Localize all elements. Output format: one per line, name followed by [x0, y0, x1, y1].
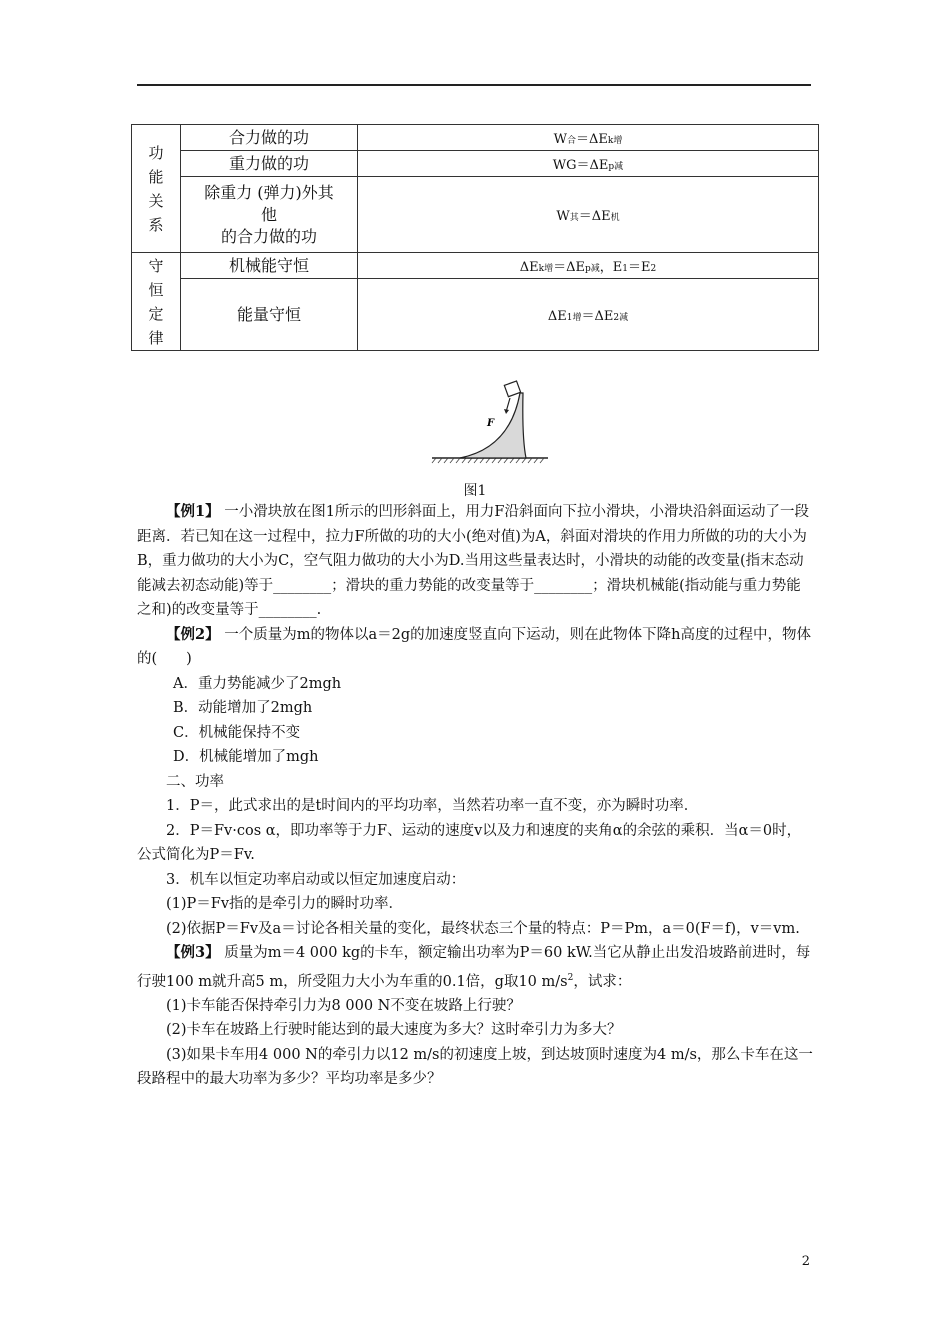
section-p1: 1．P＝，此式求出的是t时间内的平均功率，当然若功率一直不变，亦为瞬时功率． — [166, 798, 699, 814]
question-2: (2)卡车在坡路上行驶时能达到的最大速度为多大？这时牵引力为多大？ — [166, 1022, 622, 1039]
table-cell-formula: W其＝ΔE机 — [358, 177, 819, 253]
question-3: (3)如果卡车用4 000 N的牵引力以12 m/s的初速度上坡，到达坡顶时速度为4 m/s，那么卡车在这一段路程中的最大功率为多少？平均功率是多少？ — [137, 1046, 813, 1088]
option-a: A．重力势能减少了2mgh — [173, 675, 342, 692]
option-b: B．动能增加了2mgh — [173, 700, 313, 716]
example-2 — [137, 623, 813, 672]
section-heading: 二、功率 — [166, 773, 224, 790]
force-label: F — [487, 418, 495, 429]
header-rule — [137, 84, 811, 86]
table-cell-item: 重力做的功 — [181, 151, 358, 177]
concave-slope-figure — [430, 378, 550, 468]
superscript: 2 — [567, 972, 574, 983]
item-line: 的合力做的功 — [220, 226, 317, 246]
example-text: 质量为m＝4 000 kg的卡车，额定输出功率为P＝60 kW.当它从静止出发沿坡路前进时，每行驶100 m就升高5 m，所受阻力大小为车重的0.1倍，g取10 m/s — [137, 945, 811, 990]
example-text-tail: ，试求： — [573, 973, 632, 990]
option-d: D．机械能增加了mgh — [173, 749, 319, 765]
table-cell-formula: WG＝ΔEp减 — [358, 151, 819, 177]
section-p3a: (1)P＝Fv指的是牵引力的瞬时功率． — [166, 896, 404, 912]
relations-table — [131, 124, 819, 351]
page-number: 2 — [801, 1254, 810, 1269]
table-cell-formula: ΔEk增＝ΔEp减，E1＝E2 — [358, 253, 819, 279]
option-c: C．机械能保持不变 — [173, 724, 301, 741]
document-body — [137, 500, 813, 1092]
category-label: 守恒定律 — [148, 256, 164, 347]
category-function-relation — [132, 125, 181, 253]
table-cell-formula: W合＝ΔEk增 — [358, 125, 819, 151]
table-cell-item: 机械能守恒 — [181, 253, 358, 279]
example-tag: 【例2】 — [166, 625, 220, 643]
example-tag: 【例1】 — [166, 503, 220, 520]
category-label: 功能关系 — [148, 143, 164, 234]
section-p2: 2．P＝Fv·cos α，即功率等于力F、运动的速度v以及力和速度的夹角α的余弦的乘积．当α＝0时，公式简化为P＝Fv. — [137, 822, 802, 863]
question-1: (1)卡车能否保持牵引力为8 000 N不变在坡路上行驶？ — [166, 997, 521, 1014]
slider-block — [504, 381, 520, 397]
example-text: 一个质量为m的物体以a＝2g的加速度竖直向下运动，则在此物体下降h高度的过程中，物体的( ) — [137, 626, 811, 667]
table-cell-formula: ΔE1增＝ΔE2减 — [358, 279, 819, 351]
table-cell-item: 能量守恒 — [181, 279, 358, 351]
category-conservation-law — [132, 253, 181, 351]
table-cell-item: 合力做的功 — [181, 125, 358, 151]
example-1 — [137, 500, 813, 623]
force-arrowhead — [504, 409, 509, 414]
section-p3b: (2)依据P＝Fv及a＝讨论各相关量的变化，最终状态三个量的特点：P＝Pm，a＝0(F＝f)，v＝vm. — [166, 920, 800, 937]
item-line: 他 — [260, 204, 277, 224]
section-p3: 3．机车以恒定功率启动或以恒定加速度启动： — [166, 871, 466, 888]
table-cell-item — [181, 177, 358, 253]
item-line: 除重力 (弹力)外其 — [204, 182, 334, 202]
example-tag: 【例3】 — [166, 944, 220, 961]
example-3 — [137, 941, 813, 994]
figure-caption: 图1 — [463, 483, 487, 499]
example-text: 一小滑块放在图1所示的凹形斜面上，用力F沿斜面向下拉小滑块，小滑块沿斜面运动了一段距离．若已知在这一过程中，拉力F所做的功的大小(绝对值)为A，斜面对滑块的作用力所做的功的大小为B，重力做功的大小为C，空气阻力做功的大小为D.当用这些量表达时，小滑块的动能的改变量(指末态动能减去初态动能)等于________；滑块的重力势能的改变量等于________；滑块机械能(指动能与重力势能之和)的改变量等于________. — [137, 504, 809, 618]
